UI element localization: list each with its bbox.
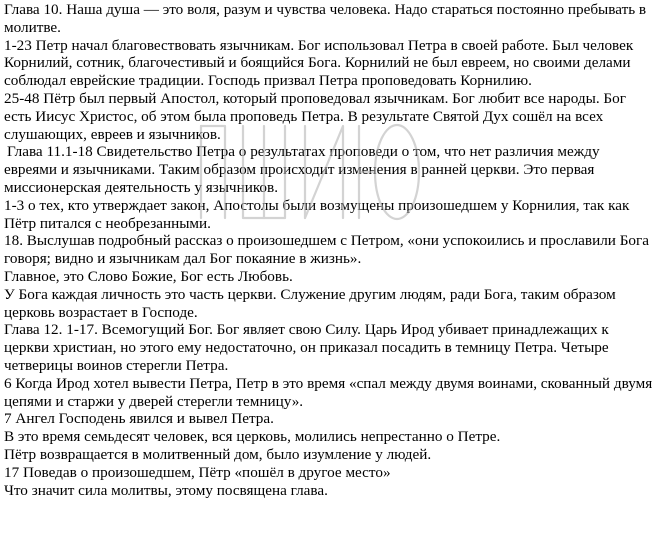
paragraph-chapter-12: Глава 12. 1-17. Всемогущий Бог. Бог являет свою Силу. Царь Ирод убивает принадлежащих к церкви христиан, но этого ему недостаточно, он приказал посадить в темницу Петра. Четыре четверицы воинов стерегли Петра. [4,321,609,374]
paragraph-verse-6: 6 Когда Ирод хотел вывести Петра, Петр в это время «спал между двумя воинами, скованный двумя цепями и старжи у дверей стерегли темницу». [4,374,653,410]
paragraph-chapter-11: Глава 11.1-18 Свидетельство Петра о результатах проповеди о том, что нет различия между евреями и язычниками. Таким образом происходит изменения в ранней церкви. Это первая миссионерская деятельность у язычников. [4,143,600,196]
paragraph-verses-1-23: 1-23 Петр начал благовествовать язычникам. Бог использовал Петра в своей работе. Был человек Корнилий, сотник, благочестивый и боящийся Бога. Корнилий не был евреем, но своими делами соблюдал еврейские традиции. Господь призвал Петра проповедовать Корнилию. [4,36,634,90]
paragraph-verses-1-3: 1-3 о тех, кто утверждает закон, Апостолы были возмущены произошедшем у Корнилия, так как Пётр питался с необрезанными. [4,196,630,232]
paragraph-verse-18: 18. Выслушав подробный рассказ о произошедшем с Петром, «они успокоились и прославили Бога говоря; видно и язычникам дал Бог покаяние в жизнь». [4,232,649,268]
paragraph-word-of-god: Главное, это Слово Божие, Бог есть Любовь. [4,267,293,285]
paragraph-power-of-prayer: Что значит сила молитвы, этому посвящена глава. [4,481,328,499]
paragraph-church-members: У Бога каждая личность это часть церкви. Служение другим людям, ради Бога, таким образом церковь возрастает в Господе. [4,285,616,321]
paragraph-verses-25-48: 25-48 Пётр был первый Апостол, который проповедовал язычникам. Бог любит все народы. Бог есть Иисус Христос, об этом была проповедь Петра. В результате Святой Дух сошёл на всех слушающих, евреев и язычников. [4,89,626,143]
document-body [4,1,656,499]
paragraph-verse-17: 17 Поведав о произошедшем, Пётр «пошёл в другое место» [4,463,391,481]
paragraph-verse-7: 7 Ангел Господень явился и вывел Петра. [4,410,274,428]
paragraph-chapter-10: Глава 10. Наша душа — это воля, разум и чувства человека. Надо стараться постоянно пребывать в молитве. [4,1,647,36]
paragraph-peter-returns: Пётр возвращается в молитвенный дом, было изумление у людей. [4,445,432,463]
paragraph-church-prayer: В это время семьдесят человек, вся церковь, молились непрестанно о Петре. [4,428,501,446]
